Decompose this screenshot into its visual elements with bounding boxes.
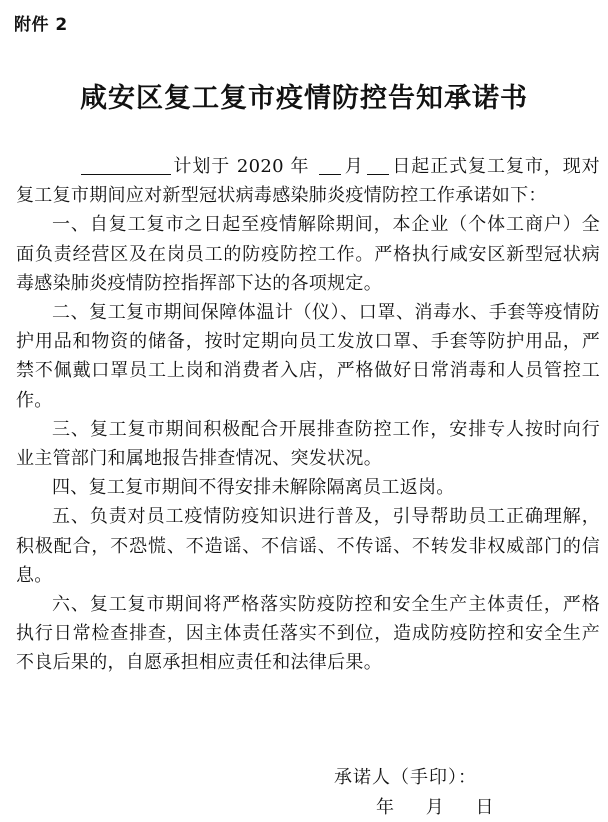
clause-6: 六、复工复市期间将严格落实防疫防控和安全生产主体责任，严格执行日常检查排查，因主体责任落实不到位，造成防疫防控和安全生产不良后果的，自愿承担相应责任和法律后果。 bbox=[16, 594, 600, 674]
signature-label: 承诺人（手印）： bbox=[334, 767, 477, 788]
intro-text-1: 计划于 2020 年 bbox=[172, 156, 310, 177]
document-title: 咸安区复工复市疫情防控告知承诺书 bbox=[80, 83, 528, 114]
attachment-label: 附件 2 bbox=[14, 15, 68, 35]
intro-text-2: 月 bbox=[344, 156, 364, 177]
clause-2: 二、复工复市期间保障体温计（仪）、口罩、消毒水、手套等疫情防护用品和物资的储备，按时定期向员工发放口罩、手套等防护用品，严禁不佩戴口罩员工上岗和消费者入店，严格做好日常消毒和人员管控工作。 bbox=[16, 302, 600, 411]
clause-4: 四、复工复市期间不得安排未解除隔离员工返岗。 bbox=[52, 477, 455, 499]
clause-3: 三、复工复市期间积极配合开展排查防控工作，安排专人按时向行业主管部门和属地报告排查情况、突发状况。 bbox=[16, 418, 600, 470]
clause-1: 一、自复工复市之日起至疫情解除期间，本企业（个体工商户）全面负责经营区及在岗员工的防疫防控工作。严格执行咸安区新型冠状病毒感染肺炎疫情防控指挥部下达的各项规定。 bbox=[16, 214, 600, 294]
company-name-blank bbox=[81, 156, 171, 175]
signature-date: 年 月 日 bbox=[376, 797, 494, 818]
clause-5: 五、负责对员工疫情防疫知识进行普及，引导帮助员工正确理解，积极配合，不恐慌、不造谣、不信谣、不传谣、不转发非权威部门的信息。 bbox=[16, 506, 600, 586]
day-blank bbox=[367, 156, 389, 175]
month-blank bbox=[319, 156, 341, 175]
intro-paragraph bbox=[16, 152, 600, 210]
document-body bbox=[16, 152, 600, 678]
intro-text-3: 日起正式复工复市，现对复工复市期间应对新型冠状病毒感染肺炎疫情防控工作承诺如下： bbox=[16, 156, 600, 207]
